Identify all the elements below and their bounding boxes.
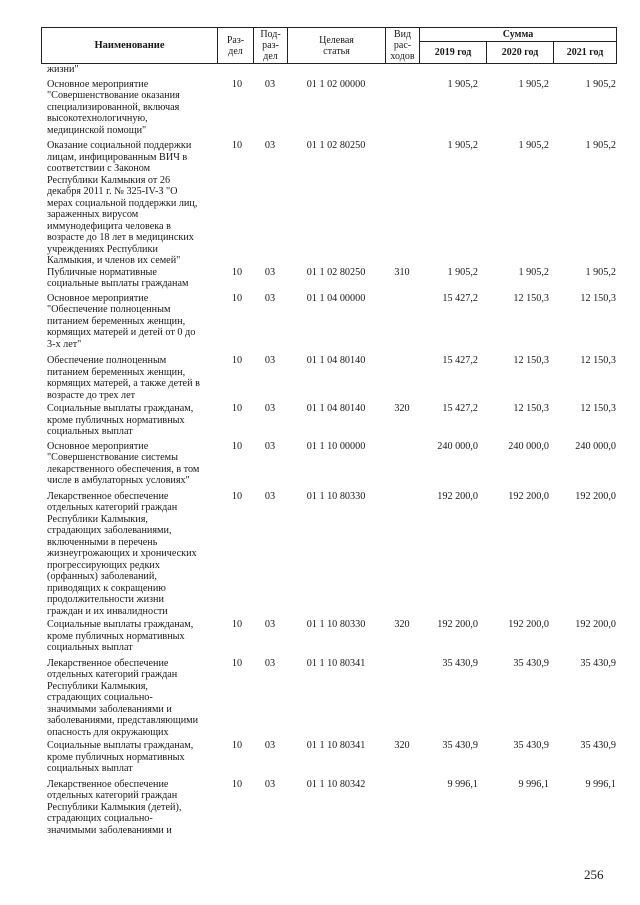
cell-expense-type: 310	[394, 266, 410, 278]
cell-target-article: 01 1 04 80140	[306, 403, 366, 414]
table-row	[41, 491, 616, 618]
cell-sum-2019: 15 427,2	[442, 403, 478, 414]
cell-expense-type	[385, 355, 419, 401]
cell-sum-2020: 12 150,3	[513, 355, 549, 366]
cell-name: Лекарственное обеспечение отдельных категорий граждан Республики Калмыкия (детей), страдающих социально- значимыми заболеваниями и	[47, 778, 182, 836]
cell-expense-type: 320	[394, 740, 410, 751]
cell-expense-type	[385, 491, 419, 618]
cell-target-article: 01 1 02 00000	[306, 78, 366, 90]
cell-target-article: 01 1 02 80250	[306, 266, 366, 278]
cell-expense-type	[385, 79, 419, 137]
cell-sum-2020: 192 200,0	[508, 619, 549, 630]
cell-name: Обеспечение полноценным питанием беременных женщин, кормящих матерей, а также детей в возрасте до трех лет	[47, 355, 200, 401]
cell-sum-2020: 35 430,9	[513, 740, 549, 751]
cell-razdel	[211, 64, 253, 76]
cell-name: жизни"	[47, 64, 79, 75]
cell-target-article: 01 1 10 80342	[306, 778, 366, 790]
header-razdel: Раз- дел	[218, 28, 254, 64]
header-podrazdel: Под- раз- дел	[254, 28, 288, 64]
cell-podrazdel: 03	[264, 292, 276, 304]
cell-sum-2019: 1 905,2	[447, 266, 478, 278]
cell-sum-2019: 35 430,9	[442, 740, 478, 751]
cell-expense-type	[385, 779, 419, 837]
cell-name: Основное мероприятие "Совершенствование системы лекарственного обеспечения, в том числе в амбулаторных условиях"	[47, 440, 200, 486]
table-row	[41, 140, 616, 267]
cell-sum-2020: 1 905,2	[518, 266, 549, 278]
cell-podrazdel: 03	[264, 78, 276, 90]
cell-sum-2019: 192 200,0	[437, 619, 478, 630]
cell-sum-2021: 1 905,2	[585, 78, 616, 90]
table-header	[41, 27, 617, 64]
cell-expense-type	[385, 658, 419, 739]
cell-sum-2021: 1 905,2	[585, 266, 616, 278]
table-row	[41, 64, 616, 76]
cell-podrazdel: 03	[264, 657, 276, 669]
cell-sum-2019	[419, 64, 486, 76]
cell-razdel: 10	[231, 490, 243, 502]
cell-expense-type	[385, 64, 419, 76]
cell-target-article: 01 1 10 00000	[306, 440, 366, 452]
cell-sum-2021: 192 200,0	[575, 490, 616, 502]
header-year-2020: 2020 год	[487, 42, 554, 64]
cell-razdel: 10	[231, 266, 243, 278]
cell-name: Социальные выплаты гражданам, кроме публичных нормативных социальных выплат	[47, 619, 194, 653]
cell-expense-type: 320	[394, 403, 410, 414]
cell-razdel: 10	[231, 78, 243, 90]
cell-sum-2021: 35 430,9	[580, 740, 616, 751]
cell-target-article: 01 1 02 80250	[306, 140, 366, 151]
cell-target-article: 01 1 04 00000	[306, 292, 366, 304]
cell-name: Оказание социальной поддержки лицам, инфицированным ВИЧ в соответствии с Законом Республики Калмыкия от 26 декабря 2011 г. № 325-IV-З "О мерах социальной поддержки лиц, зараженных вирусом иммунодефицита человека в возрасте до 18 лет в медицинских учреждениях Республики Калмыкия, и членов их семей"	[47, 140, 198, 266]
cell-name: Лекарственное обеспечение отдельных категорий граждан Республики Калмыкия, страдающих заболеваниями, включенными в перечень жизнеугрожающих и хронических прогрессирующих редких (орфанных) заболеваний, приводящих к сокращению продолжительности жизни граждан и их инвалидности	[47, 490, 197, 617]
table-row	[41, 658, 616, 739]
header-expense-type: Вид рас- ходов	[386, 28, 420, 64]
cell-sum-2019: 9 996,1	[447, 778, 478, 790]
cell-podrazdel: 03	[264, 490, 276, 502]
table-row	[41, 740, 616, 775]
header-year-2021: 2021 год	[554, 42, 617, 64]
header-name: Наименование	[42, 28, 218, 64]
cell-podrazdel: 03	[264, 440, 276, 452]
cell-razdel: 10	[231, 657, 243, 669]
cell-sum-2020: 192 200,0	[508, 490, 549, 502]
cell-razdel: 10	[231, 355, 243, 366]
cell-target-article: 01 1 10 80330	[306, 490, 366, 502]
cell-podrazdel: 03	[264, 619, 276, 630]
cell-podrazdel	[253, 64, 287, 76]
header-sum: Сумма	[420, 28, 617, 42]
table-row	[41, 441, 616, 487]
cell-target-article: 01 1 10 80341	[306, 740, 366, 751]
cell-name: Социальные выплаты гражданам, кроме публичных нормативных социальных выплат	[47, 740, 194, 774]
cell-sum-2021: 35 430,9	[580, 657, 616, 669]
cell-razdel: 10	[231, 619, 243, 630]
table-row	[41, 779, 616, 837]
cell-podrazdel: 03	[264, 403, 276, 414]
cell-podrazdel: 03	[264, 266, 276, 278]
cell-podrazdel: 03	[264, 778, 276, 790]
table-row	[41, 293, 616, 351]
cell-target-article: 01 1 04 80140	[306, 355, 366, 366]
table-body	[41, 64, 616, 836]
table-row	[41, 619, 616, 654]
cell-sum-2020	[486, 64, 553, 76]
cell-razdel: 10	[231, 440, 243, 452]
cell-expense-type	[385, 140, 419, 267]
page-number: 256	[584, 867, 604, 882]
cell-target-article: 01 1 10 80330	[306, 619, 366, 630]
cell-sum-2019: 240 000,0	[437, 440, 478, 452]
header-year-2019: 2019 год	[420, 42, 487, 64]
cell-expense-type	[385, 293, 419, 351]
cell-sum-2019: 15 427,2	[442, 355, 478, 366]
cell-razdel: 10	[231, 778, 243, 790]
cell-sum-2019: 1 905,2	[447, 140, 478, 151]
cell-target-article: 01 1 10 80341	[306, 657, 366, 669]
cell-name: Основное мероприятие "Совершенствование оказания специализированной, включая высокотехнологичную, медицинской помощи"	[47, 78, 180, 136]
cell-sum-2019: 192 200,0	[437, 490, 478, 502]
cell-podrazdel: 03	[264, 355, 276, 366]
cell-sum-2021: 12 150,3	[580, 292, 616, 304]
cell-sum-2019: 15 427,2	[442, 292, 478, 304]
cell-sum-2020: 1 905,2	[518, 140, 549, 151]
cell-sum-2021: 192 200,0	[575, 619, 616, 630]
cell-sum-2020: 12 150,3	[513, 292, 549, 304]
cell-podrazdel: 03	[264, 140, 276, 151]
cell-expense-type: 320	[394, 619, 410, 630]
cell-sum-2021: 1 905,2	[585, 140, 616, 151]
cell-expense-type	[385, 441, 419, 487]
cell-sum-2021	[553, 64, 616, 76]
cell-sum-2020: 240 000,0	[508, 440, 549, 452]
cell-name: Основное мероприятие "Обеспечение полноценным питанием беременных женщин, кормящих матерей и детей от 0 до 3-х лет"	[47, 292, 196, 350]
cell-sum-2020: 1 905,2	[518, 78, 549, 90]
cell-sum-2021: 9 996,1	[585, 778, 616, 790]
table-row	[41, 355, 616, 401]
table-row	[41, 79, 616, 137]
cell-razdel: 10	[231, 740, 243, 751]
table-row	[41, 267, 616, 290]
cell-sum-2021: 12 150,3	[580, 355, 616, 366]
cell-razdel: 10	[231, 292, 243, 304]
cell-name: Публичные нормативные социальные выплаты гражданам	[47, 266, 189, 289]
cell-name: Социальные выплаты гражданам, кроме публичных нормативных социальных выплат	[47, 403, 194, 437]
cell-name: Лекарственное обеспечение отдельных категорий граждан Республики Калмыкия, страдающих социально- значимыми заболеваниями и заболеваниями, представляющими опасность для окружающих	[47, 657, 199, 738]
cell-sum-2020: 35 430,9	[513, 657, 549, 669]
cell-sum-2020: 12 150,3	[513, 403, 549, 414]
cell-target-article	[287, 64, 385, 76]
cell-podrazdel: 03	[264, 740, 276, 751]
table-row	[41, 403, 616, 438]
cell-razdel: 10	[231, 140, 243, 151]
cell-sum-2019: 35 430,9	[442, 657, 478, 669]
cell-sum-2021: 240 000,0	[575, 440, 616, 452]
cell-sum-2019: 1 905,2	[447, 78, 478, 90]
cell-sum-2021: 12 150,3	[580, 403, 616, 414]
header-target-article: Целевая статья	[288, 28, 386, 64]
cell-razdel: 10	[231, 403, 243, 414]
cell-sum-2020: 9 996,1	[518, 778, 549, 790]
